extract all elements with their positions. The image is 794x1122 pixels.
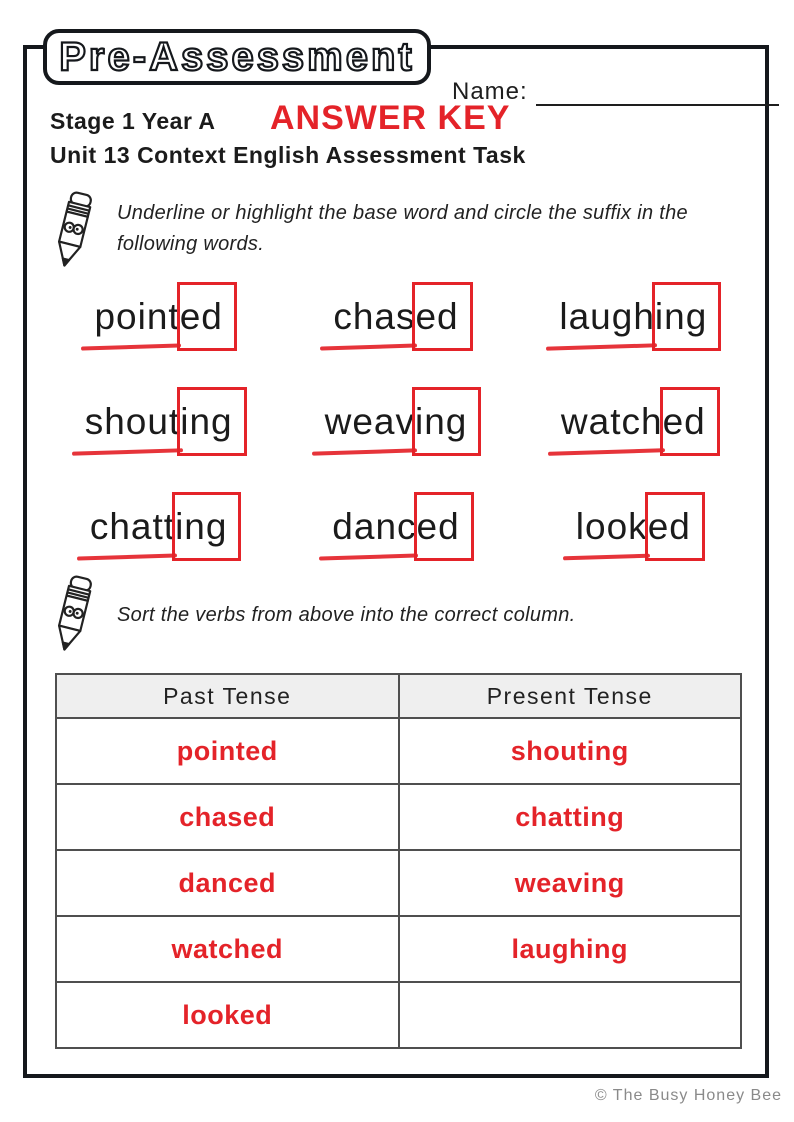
table-row xyxy=(56,784,741,850)
word-item-looked xyxy=(576,506,691,548)
instruction-text: Sort the verbs from above into the correct column. xyxy=(117,603,576,626)
base-word: point xyxy=(94,296,180,337)
suffix-box-mark xyxy=(660,387,720,456)
column-header-present-tense: Present Tense xyxy=(399,674,742,718)
word-item-shouting xyxy=(85,401,233,443)
answer-cell: pointed xyxy=(56,718,399,784)
table-row xyxy=(56,916,741,982)
underline-mark xyxy=(81,343,181,350)
table-row xyxy=(56,850,741,916)
word-item-chatting xyxy=(90,506,228,548)
instruction-block-2 xyxy=(45,574,735,656)
suffix-box-mark xyxy=(652,282,721,351)
suffix-box-mark xyxy=(177,387,246,456)
word-item-pointed xyxy=(94,296,222,338)
suffix-box-mark xyxy=(645,492,705,561)
suffix-box-mark xyxy=(414,492,474,561)
answer-cell: shouting xyxy=(399,718,742,784)
answer-cell: looked xyxy=(56,982,399,1048)
base-word: danc xyxy=(332,506,417,547)
table-row xyxy=(56,982,741,1048)
answer-cell: danced xyxy=(56,850,399,916)
underline-mark xyxy=(546,343,657,350)
underline-mark xyxy=(312,448,417,455)
answer-key-label: ANSWER KEY xyxy=(270,99,511,137)
suffix: ed xyxy=(416,506,460,547)
base-word: chas xyxy=(333,296,416,337)
suffix: ed xyxy=(415,296,459,337)
base-word: shout xyxy=(84,401,181,442)
word-item-laughing xyxy=(559,296,707,338)
table-header-row xyxy=(56,674,741,718)
column-header-past-tense: Past Tense xyxy=(56,674,399,718)
instruction-text: Underline or highlight the base word and circle the suffix in the following words. xyxy=(117,202,688,255)
name-blank-line xyxy=(536,80,779,106)
unit-heading: Unit 13 Context English Assessment Task xyxy=(50,142,526,168)
pencil-icon xyxy=(45,190,101,272)
name-label: Name: xyxy=(452,78,528,105)
suffix-box-mark xyxy=(412,387,481,456)
base-word: watch xyxy=(560,401,663,442)
base-word: laugh xyxy=(559,296,655,337)
answer-cell: chased xyxy=(56,784,399,850)
suffix-box-mark xyxy=(172,492,241,561)
suffix: ing xyxy=(654,296,708,337)
suffix: ed xyxy=(662,401,706,442)
base-word: chatt xyxy=(89,506,176,547)
title-banner xyxy=(43,29,431,85)
word-item-watched xyxy=(561,401,706,443)
tense-sort-table xyxy=(55,673,742,1049)
page-title: Pre-Assessment xyxy=(59,34,415,79)
table-row xyxy=(56,718,741,784)
word-item-chased xyxy=(333,296,458,338)
base-word: weav xyxy=(324,401,415,442)
answer-cell: weaving xyxy=(399,850,742,916)
base-word: look xyxy=(575,506,648,547)
pencil-icon xyxy=(45,574,101,656)
copyright-credit: © The Busy Honey Bee xyxy=(594,1087,782,1104)
underline-mark xyxy=(320,343,417,350)
answer-cell: laughing xyxy=(399,916,742,982)
suffix-box-mark xyxy=(412,282,472,351)
suffix: ing xyxy=(414,401,468,442)
suffix: ed xyxy=(179,296,223,337)
answer-cell xyxy=(399,982,742,1048)
stage-heading: Stage 1 Year A xyxy=(50,108,216,134)
word-item-weaving xyxy=(325,401,468,443)
answer-cell: chatting xyxy=(399,784,742,850)
underline-mark xyxy=(548,448,665,455)
suffix-word-grid xyxy=(40,288,752,556)
underline-mark xyxy=(72,448,183,455)
suffix-box-mark xyxy=(177,282,237,351)
answer-cell: watched xyxy=(56,916,399,982)
suffix: ing xyxy=(180,401,233,442)
instruction-block-1 xyxy=(45,190,735,272)
suffix: ed xyxy=(647,506,691,547)
word-item-danced xyxy=(332,506,459,548)
suffix: ing xyxy=(175,506,228,547)
